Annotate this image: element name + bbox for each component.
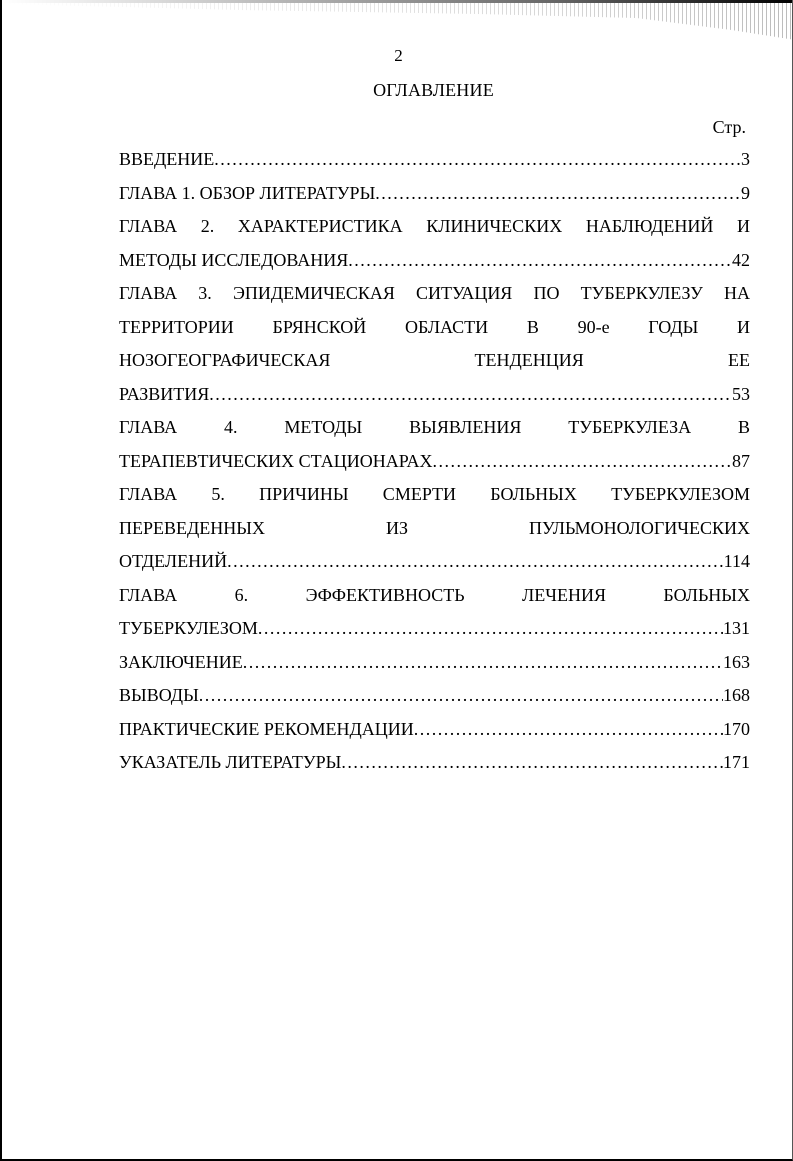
table-of-contents [119, 143, 750, 780]
toc-entry-title: ОТДЕЛЕНИЙ [119, 551, 228, 571]
toc-entry-page: 53 [732, 383, 750, 404]
toc-entry [119, 478, 750, 579]
toc-entry-page: 9 [741, 182, 750, 203]
page-number: 2 [394, 46, 403, 65]
dot-leader [214, 143, 741, 177]
toc-entry-leader-line [119, 679, 750, 713]
toc-entry-title: ВВЕДЕНИЕ [119, 149, 215, 169]
dot-leader [258, 612, 723, 646]
toc-entry-line: ГЛАВА 4. МЕТОДЫ ВЫЯВЛЕНИЯ ТУБЕРКУЛЕЗА В [119, 417, 750, 437]
scan-edge-noise [2, 0, 793, 40]
toc-entry-page: 131 [723, 618, 750, 638]
toc-entry [119, 579, 750, 646]
toc-entry-leader-line [119, 378, 750, 412]
toc-entry-page: 87 [732, 450, 750, 471]
toc-entry-leader-line [119, 746, 750, 780]
toc-entry-title: ТЕРАПЕВТИЧЕСКИХ СТАЦИОНАРАХ [119, 450, 433, 471]
toc-entry-leader-line [119, 545, 750, 579]
dot-leader [432, 445, 732, 479]
toc-entry [119, 143, 750, 177]
toc-entry-page: 3 [741, 149, 750, 169]
toc-entry [119, 646, 750, 680]
page-column-label: Стр. [712, 117, 746, 137]
dot-leader [209, 378, 732, 412]
toc-entry-line: ГЛАВА 2. ХАРАКТЕРИСТИКА КЛИНИЧЕСКИХ НАБЛЮДЕНИЙ И [119, 216, 750, 236]
toc-entry [119, 746, 750, 780]
dot-leader [243, 646, 723, 680]
toc-entry-page: 170 [723, 718, 750, 739]
toc-entry-title: ТУБЕРКУЛЕЗОМ [119, 618, 258, 638]
toc-entry-page: 171 [723, 752, 750, 772]
toc-entry-title: УКАЗАТЕЛЬ ЛИТЕРАТУРЫ [119, 752, 342, 772]
toc-entry-leader-line [119, 646, 750, 680]
toc-entry [119, 277, 750, 411]
toc-entry-title: ВЫВОДЫ [119, 685, 199, 705]
toc-entry-title: МЕТОДЫ ИССЛЕДОВАНИЯ [119, 249, 349, 270]
toc-entry-leader-line [119, 244, 750, 278]
toc-entry-title: ПРАКТИЧЕСКИЕ РЕКОМЕНДАЦИИ [119, 718, 414, 739]
dot-leader [341, 746, 723, 780]
toc-entry-line: ГЛАВА 3. ЭПИДЕМИЧЕСКАЯ СИТУАЦИЯ ПО ТУБЕРКУЛЕЗУ НА [119, 283, 750, 303]
toc-entry-title: ЗАКЛЮЧЕНИЕ [119, 651, 243, 672]
dot-leader [348, 244, 732, 278]
toc-entry [119, 713, 750, 747]
dot-leader [414, 713, 723, 747]
toc-entry-page: 42 [732, 249, 750, 270]
toc-entry [119, 177, 750, 211]
toc-entry-leader-line [119, 177, 750, 211]
toc-entry-title: ГЛАВА 1. ОБЗОР ЛИТЕРАТУРЫ [119, 182, 376, 203]
toc-entry-line: ПЕРЕВЕДЕННЫХ ИЗ ПУЛЬМОНОЛОГИЧЕСКИХ [119, 517, 750, 538]
toc-entry-page: 114 [723, 551, 750, 571]
toc-entry-line: ГЛАВА 6. ЭФФЕКТИВНОСТЬ ЛЕЧЕНИЯ БОЛЬНЫХ [119, 584, 750, 605]
toc-entry [119, 679, 750, 713]
toc-entry-line: ГЛАВА 5. ПРИЧИНЫ СМЕРТИ БОЛЬНЫХ ТУБЕРКУЛЕЗОМ [119, 484, 750, 504]
dot-leader [199, 679, 723, 713]
toc-title: ОГЛАВЛЕНИЕ [373, 80, 494, 100]
toc-entry-line: ТЕРРИТОРИИ БРЯНСКОЙ ОБЛАСТИ В 90-е ГОДЫ И [119, 316, 750, 337]
toc-entry-title: РАЗВИТИЯ [119, 383, 210, 404]
toc-entry [119, 210, 750, 277]
dot-leader [227, 545, 724, 579]
toc-entry-line: НОЗОГЕОГРАФИЧЕСКАЯ ТЕНДЕНЦИЯ ЕЕ [119, 350, 750, 370]
dot-leader [375, 177, 741, 211]
toc-entry-leader-line [119, 445, 750, 479]
toc-entry-page: 163 [723, 651, 750, 672]
toc-entry-leader-line [119, 612, 750, 646]
toc-entry-page: 168 [723, 685, 750, 705]
toc-entry [119, 411, 750, 478]
toc-entry-leader-line [119, 713, 750, 747]
toc-entry-leader-line [119, 143, 750, 177]
